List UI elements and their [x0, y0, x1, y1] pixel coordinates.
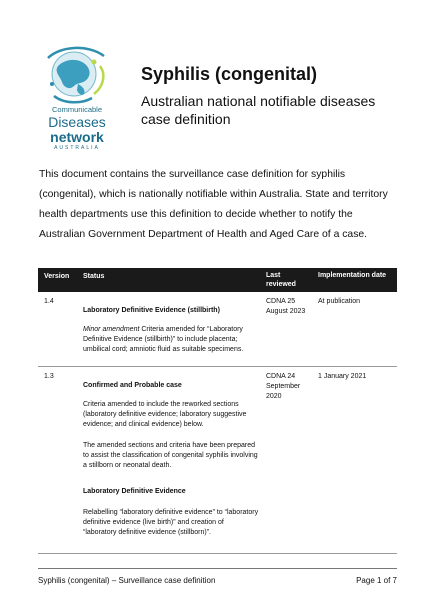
row1-amend-label: Minor amendment	[83, 326, 140, 333]
row1-last-reviewed: CDNA 25 August 2023	[266, 298, 306, 315]
row2-last-reviewed: CDNA 24 September 2020	[266, 373, 301, 400]
header-status: Status	[83, 273, 105, 280]
row2-heading: Confirmed and Probable case	[83, 382, 182, 389]
document-title: Syphilis (congenital)	[141, 64, 318, 84]
header-last-reviewed: Last reviewed	[266, 272, 296, 288]
row1-implementation: At publication	[318, 298, 361, 305]
table-bottom-border	[38, 553, 397, 554]
logo-line-2: Diseases	[48, 113, 106, 130]
row1-version: 1.4	[44, 298, 54, 305]
globe-icon	[34, 44, 120, 106]
cdna-logo	[34, 44, 120, 156]
row2-implementation: 1 January 2021	[318, 373, 367, 380]
row2-para2: The amended sections and criteria have been prepared to assist the classification of congenital syphilis involving a stillborn or neonatal death.	[83, 442, 258, 469]
footer-divider	[38, 568, 397, 569]
footer-document-name: Syphilis (congenital) – Surveillance case definition	[38, 576, 216, 585]
row-divider	[38, 366, 397, 367]
row2-heading2: Laboratory Definitive Evidence	[83, 488, 186, 495]
row2-para1: Criteria amended to include the reworked sections (laboratory definitive evidence; laboratory suggestive evidence; and clinical evidence) below.	[83, 401, 247, 428]
row1-amendment	[83, 325, 261, 355]
header-implementation-date: Implementation date	[318, 272, 387, 279]
footer-page-number: Page 1 of 7	[356, 576, 397, 585]
header-version: Version	[44, 273, 70, 280]
logo-wordmark	[34, 106, 120, 151]
logo-line-1: Communicable	[51, 105, 103, 114]
row1-amend-text: Criteria amended for “Laboratory Definitive Evidence (stillbirth)” to include placenta; umbilical cord; amniotic fluid as suitable specimens.	[83, 326, 244, 353]
table-header	[38, 268, 397, 292]
logo-line-4: AUSTRALIA	[54, 144, 100, 151]
document-subtitle: Australian national notifiable diseases case definition	[141, 93, 376, 127]
row2-version: 1.3	[44, 373, 54, 380]
row2-para3: Relabelling “laboratory definitive evidence” to “laboratory definitive evidence (live birth)” and creation of “laboratory definitive evidence (stillborn)”.	[83, 509, 259, 536]
intro-paragraph: This document contains the surveillance case definition for syphilis (congenital), which is nationally notifiable within Australia. State and territory health departments use this definition to decide whether to notify the Australian Government Department of Health and Aged Care of a case.	[39, 169, 388, 240]
logo-line-3: network	[50, 128, 104, 145]
row1-heading: Laboratory Definitive Evidence (stillbirth)	[83, 307, 220, 314]
